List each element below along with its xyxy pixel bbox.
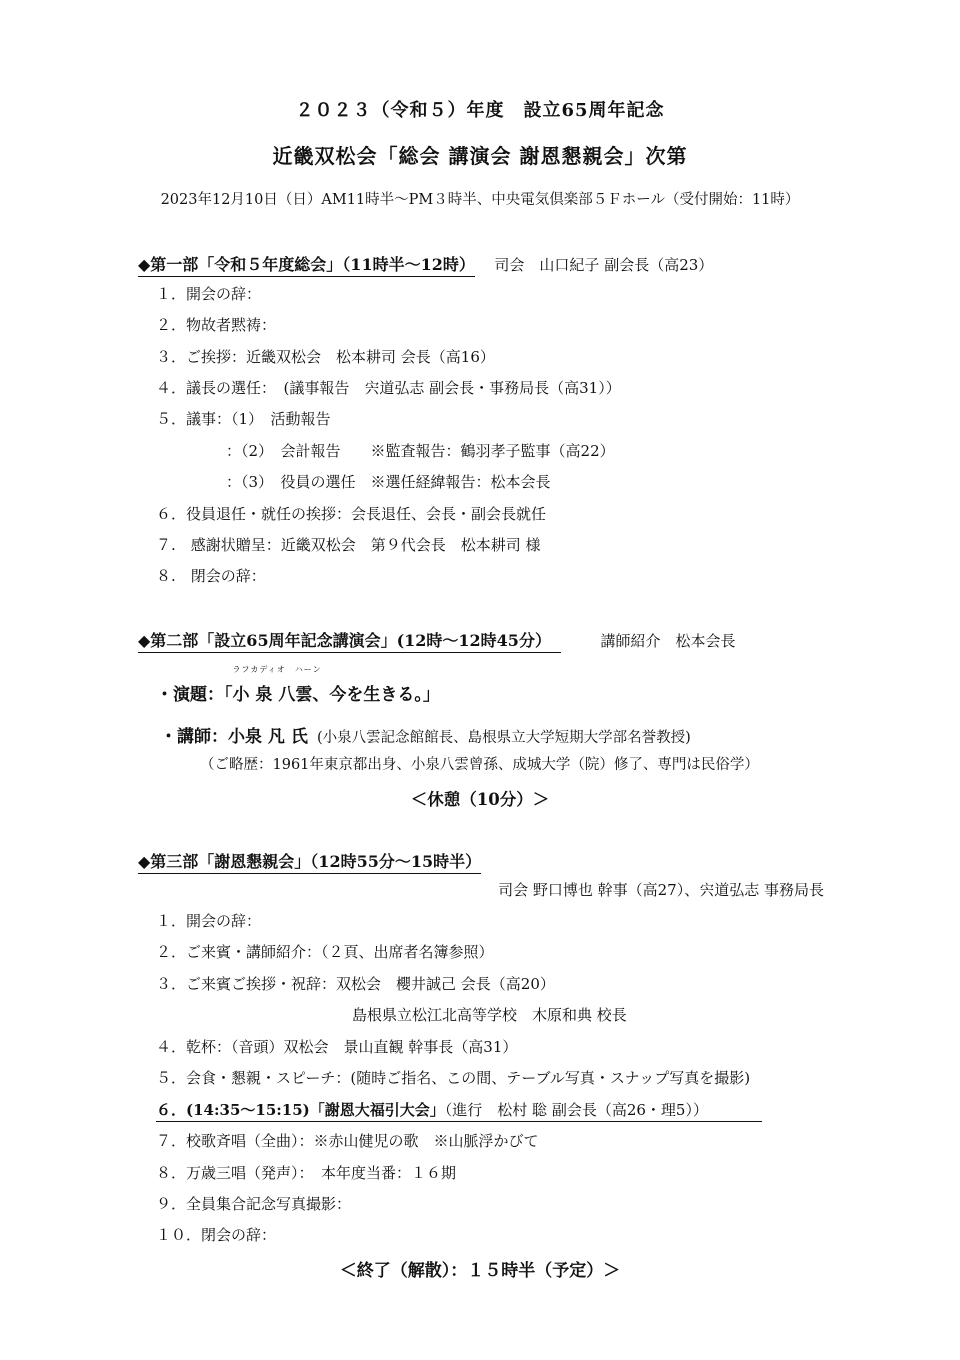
part3-item-10: １０．閉会の辞：	[156, 1226, 277, 1244]
part3-item-6-main: ６．(14:35～15:15)「謝恩大福引大会」	[156, 1101, 445, 1119]
part1-item-2: ２．物故者黙祷：	[156, 316, 277, 334]
part3-item-2: ２．ご来賓・講師紹介：（２頁、出席者名簿参照）	[156, 943, 494, 961]
part1-item-8: ８. 閉会の辞：	[156, 567, 266, 585]
part3-item-3-2: 島根県立松江北高等学校 木原和典 校長	[352, 1006, 627, 1024]
part3-item-1: １．開会の辞：	[156, 912, 262, 930]
part3-item-4: ４．乾杯：（音頭）双松会 景山直観 幹事長（高31）	[156, 1038, 518, 1056]
part1-item-5-2: ：（2） 会計報告 ※監査報告：鶴羽孝子監事（高22）	[226, 442, 615, 460]
part3-item-5: ５．会食・懇親・スピーチ：(随時ご指名、この間、テーブル写真・スナップ写真を撮影)	[156, 1069, 751, 1087]
part1-mc: 司会 山口紀子 副会長（高23）	[494, 256, 714, 274]
event-datetime: 2023年12月10日（日）AM11時半～PM３時半、中央電気倶楽部５Ｆホール（受付開始：11時）	[160, 192, 800, 208]
topic-rest: 、今を生きる。」	[312, 685, 440, 705]
topic-name: 小 泉 八雲	[232, 685, 313, 705]
part1-item-1: １．開会の辞：	[156, 285, 262, 303]
part2-intro: 講師紹介 松本会長	[600, 632, 736, 650]
part3-heading: ◆第三部「謝恩懇親会」（12時55分～15時半）	[138, 852, 481, 874]
title-line-1: ２０２３（令和５）年度 設立65周年記念	[295, 100, 665, 121]
part3-item-6	[156, 1099, 762, 1122]
part3-section	[138, 849, 481, 872]
part3-item-3: ３．ご来賓ご挨拶・祝辞：双松会 櫻井誠己 会長（高20）	[156, 975, 555, 993]
speaker-role: (小泉八雲記念館館長、島根県立大学短期大学部名誉教授)	[316, 730, 691, 746]
part3-item-9: ９．全員集合記念写真撮影：	[156, 1195, 352, 1213]
part3-mc: 司会 野口博也 幹事（高27）、宍道弘志 事務局長	[498, 881, 824, 899]
break-notice: ＜休憩（10分）＞	[410, 790, 550, 809]
part1-item-7: ７. 感謝状贈呈：近畿双松会 第９代会長 松本耕司 様	[156, 536, 541, 554]
part1-item-5: ５．議事：（1） 活動報告	[156, 410, 331, 428]
part1-section	[138, 252, 713, 275]
part1-item-4: ４．議長の選任： (議事報告 宍道弘志 副会長・事務局長（高31））	[156, 379, 621, 397]
lecture-speaker	[160, 722, 691, 747]
part2-section	[138, 628, 736, 651]
speaker-bio: （ご略歴：1961年東京都出身、小泉八雲曾孫、成城大学（院）修了、専門は民俗学）	[200, 757, 759, 773]
topic-label: ・演題：「	[156, 685, 233, 705]
part1-item-3: ３．ご挨拶：近畿双松会 松本耕司 会長（高16）	[156, 348, 495, 366]
part2-heading: ◆第二部「設立65周年記念講演会」(12時～12時45分）	[138, 631, 561, 653]
part1-item-5-3: ：（3） 役員の選任 ※選任経緯報告：松本会長	[226, 473, 551, 491]
topic-ruby: ラフカディオ ハーン	[232, 665, 322, 674]
part3-item-7: ７．校歌斉唱（全曲）：※赤山健児の歌 ※山脈浮かびて	[156, 1132, 539, 1150]
part3-item-8: ８．万歳三唱（発声）： 本年度当番：１６期	[156, 1164, 457, 1182]
part3-item-6-host: （進行 松村 聡 副会長（高26・理5））	[444, 1101, 708, 1119]
part1-heading: ◆第一部「令和５年度総会」（11時半～12時）	[138, 255, 475, 277]
speaker-label: ・講師：小泉 凡 氏	[160, 727, 308, 747]
topic-name-with-ruby	[232, 665, 322, 705]
lecture-topic	[156, 665, 440, 705]
part1-item-6: ６．役員退任・就任の挨拶：会長退任、会長・副会長就任	[156, 505, 547, 523]
end-notice: ＜終了（解散）：１５時半（予定）＞	[339, 1261, 621, 1281]
title-line-2: 近畿双松会「総会 講演会 謝恩懇親会」次第	[272, 144, 688, 168]
